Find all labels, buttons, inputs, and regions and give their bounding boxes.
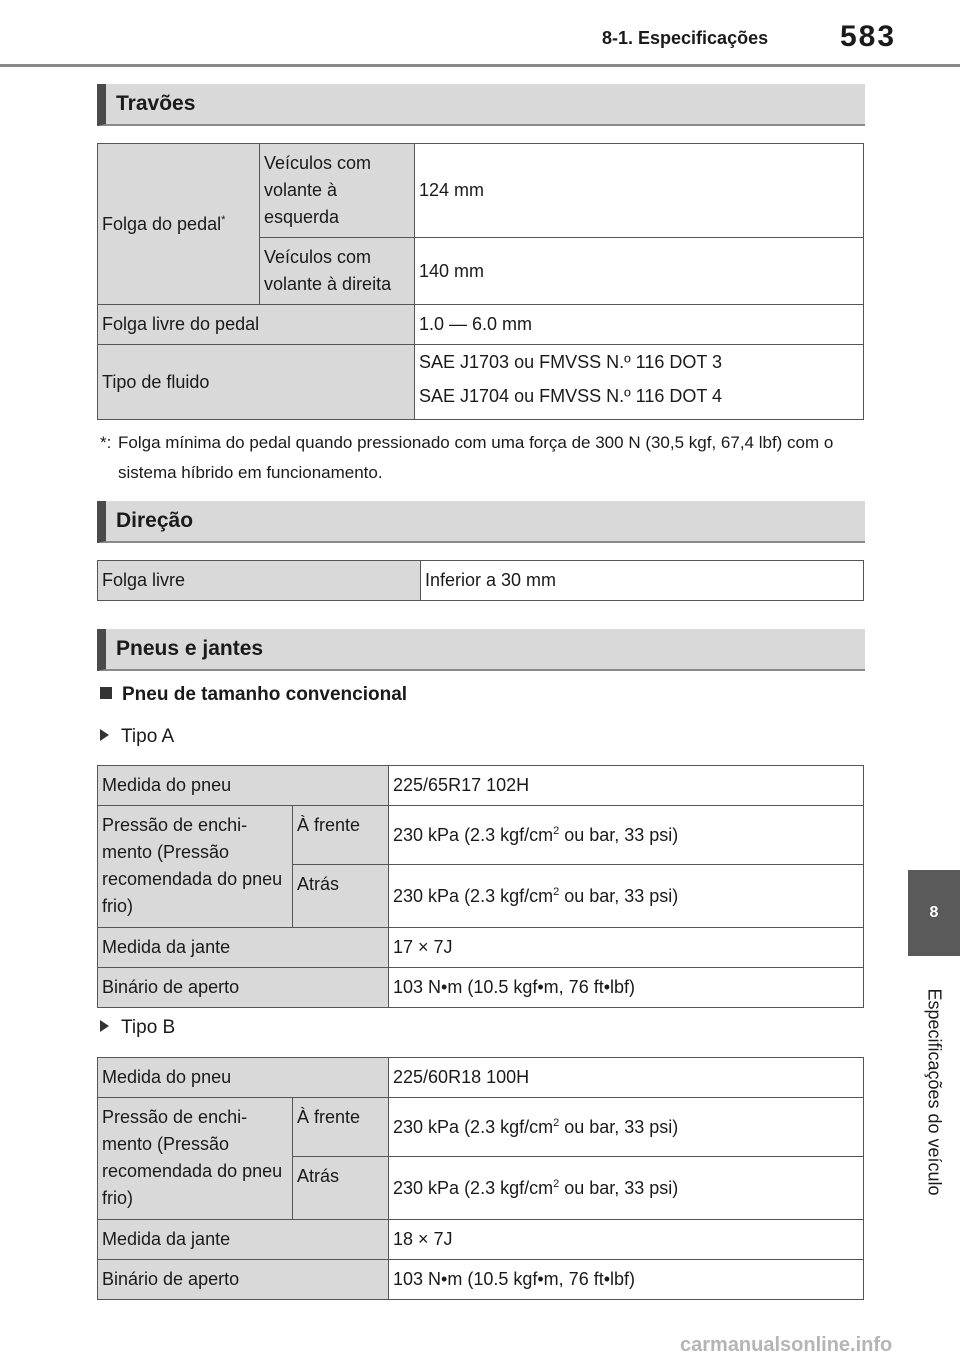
- rim-size-value: 17 × 7J: [389, 928, 864, 968]
- steering-free-play-value: Inferior a 30 mm: [421, 561, 864, 601]
- rear-pressure-value: 230 kPa (2.3 kgf/$cm^2$ ou bar, 33 psi): [389, 1157, 864, 1220]
- rear-label: Atrás: [293, 865, 389, 928]
- footnote-mark: *:: [100, 433, 112, 452]
- lhd-value: 124 mm: [415, 144, 864, 238]
- triangle-bullet-icon: [100, 1020, 109, 1032]
- fluid-value-1: SAE J1703 ou FMVSS N.º 116 DOT 3: [419, 352, 723, 372]
- triangle-bullet-icon: [100, 729, 109, 741]
- rim-size-label: Medida da jante: [98, 1220, 389, 1260]
- tire-size-label: Medida do pneu: [98, 1058, 389, 1098]
- tire-size-label: Medida do pneu: [98, 766, 389, 806]
- brakes-table: [97, 143, 864, 420]
- front-pressure-value: 230 kPa (2.3 kgf/$cm^2$ ou bar, 33 psi): [389, 806, 864, 865]
- steering-title: Direção: [116, 509, 194, 532]
- header-divider: [0, 64, 960, 67]
- rhd-value: 140 mm: [415, 238, 864, 305]
- chapter-number: 8: [929, 904, 939, 921]
- rim-size-value: 18 × 7J: [389, 1220, 864, 1260]
- tires-title: Pneus e jantes: [116, 637, 264, 660]
- section-title: 8-1. Especificações: [602, 28, 769, 48]
- chapter-label: Especificações do veículo: [924, 988, 945, 1196]
- fluid-type-label: Tipo de fluido: [98, 345, 415, 420]
- steering-table: [97, 560, 864, 601]
- rim-size-label: Medida da jante: [98, 928, 389, 968]
- type-b-table: [97, 1057, 864, 1300]
- square-bullet-icon: [100, 687, 112, 699]
- chapter-tab[interactable]: [908, 870, 960, 956]
- fluid-value-2: SAE J1704 ou FMVSS N.º 116 DOT 4: [419, 386, 723, 406]
- rhd-label: Veículos com volante à direita: [260, 238, 415, 305]
- type-a-heading: Tipo A: [100, 726, 174, 748]
- type-a-table: [97, 765, 864, 1008]
- type-b-heading: Tipo B: [100, 1017, 175, 1039]
- footnote-text: Folga mínima do pedal quando pressionado com uma força de 300 N (30,5 kgf, 67,4 lbf) com o sistema híbrido em funcionamento.: [118, 433, 834, 482]
- torque-label: Binário de aperto: [98, 1260, 389, 1300]
- pedal-clearance-label: Folga do pedal*: [98, 144, 260, 305]
- front-label: À frente: [293, 806, 389, 865]
- rear-pressure-value: 230 kPa (2.3 kgf/$cm^2$ ou bar, 33 psi): [389, 865, 864, 928]
- tire-size-value: 225/60R18 100H: [389, 1058, 864, 1098]
- pedal-free-play-label: Folga livre do pedal: [98, 305, 415, 345]
- pedal-free-play-value: 1.0 — 6.0 mm: [415, 305, 864, 345]
- steering-free-play-label: Folga livre: [98, 561, 421, 601]
- pressure-label: Pressão de enchi-mento (Pressão recomendada do pneu frio): [98, 1098, 293, 1220]
- front-pressure-value: 230 kPa (2.3 kgf/$cm^2$ ou bar, 33 psi): [389, 1098, 864, 1157]
- brakes-title: Travões: [116, 92, 196, 115]
- brakes-section-header: [97, 84, 865, 126]
- tires-section-header: [97, 629, 865, 671]
- lhd-label: Veículos com volante à esquerda: [260, 144, 415, 238]
- conventional-tire-heading: Pneu de tamanho convencional: [100, 684, 407, 706]
- front-label: À frente: [293, 1098, 389, 1157]
- steering-section-header: [97, 501, 865, 543]
- torque-value: 103 N•m (10.5 kgf•m, 76 ft•lbf): [389, 968, 864, 1008]
- fluid-type-value: [415, 345, 864, 420]
- torque-value: 103 N•m (10.5 kgf•m, 76 ft•lbf): [389, 1260, 864, 1300]
- rear-label: Atrás: [293, 1157, 389, 1220]
- page-number: 583: [840, 20, 897, 53]
- pressure-label: Pressão de enchi-mento (Pressão recomendada do pneu frio): [98, 806, 293, 928]
- torque-label: Binário de aperto: [98, 968, 389, 1008]
- brakes-footnote: [100, 428, 860, 488]
- tire-size-value: 225/65R17 102H: [389, 766, 864, 806]
- watermark: carmanualsonline.info: [680, 1334, 893, 1356]
